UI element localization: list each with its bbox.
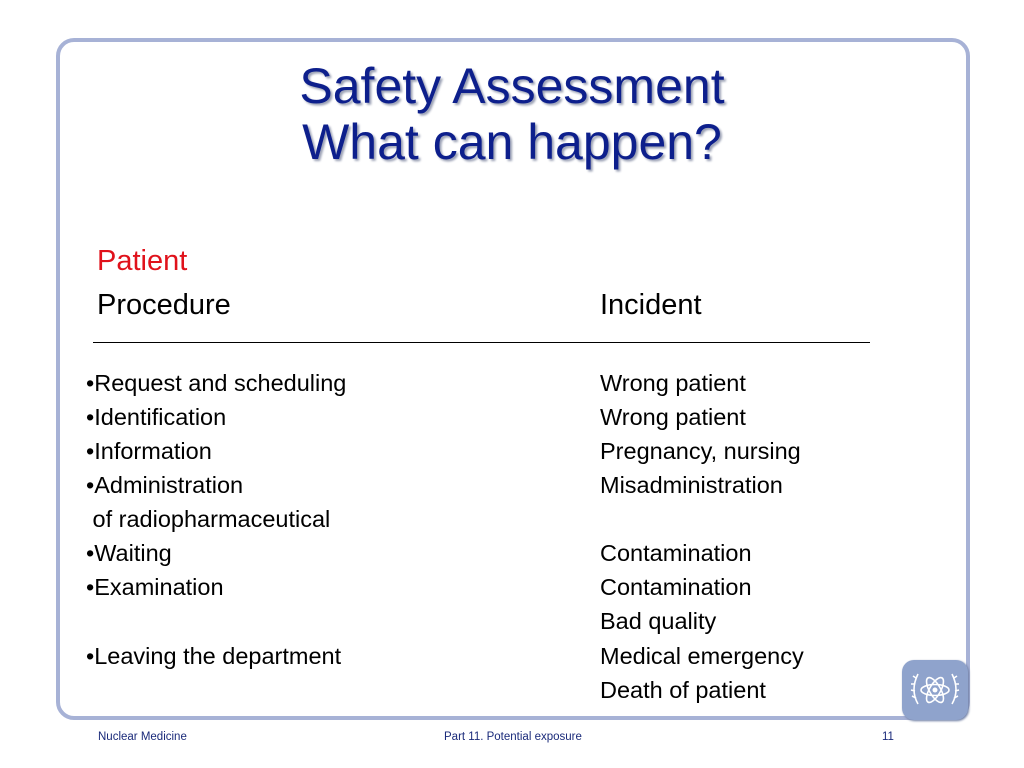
title-line-1: Safety Assessment <box>299 58 725 114</box>
incident-cell: Wrong patient <box>600 404 746 430</box>
incident-cell: Pregnancy, nursing <box>600 438 801 464</box>
table-row <box>86 536 886 570</box>
procedure-cell: •Examination <box>86 574 224 600</box>
table-row <box>86 570 886 604</box>
procedure-cell: •Administration <box>86 472 244 498</box>
footer-page-number: 11 <box>882 731 894 743</box>
footer-course: Nuclear Medicine <box>98 731 187 743</box>
slide-title <box>0 58 1024 170</box>
procedure-cell: •Waiting <box>86 540 172 566</box>
table-row <box>86 502 886 536</box>
procedure-cell: •Identification <box>86 404 227 430</box>
incident-cell: Medical emergency <box>600 643 804 669</box>
table-row <box>86 400 886 434</box>
incident-cell: Misadministration <box>600 472 783 498</box>
incident-cell: Contamination <box>600 540 752 566</box>
incident-cell: Contamination <box>600 574 752 600</box>
table-row <box>86 639 886 673</box>
table-row <box>86 366 886 400</box>
table-row <box>86 673 886 707</box>
incident-cell: Death of patient <box>600 677 766 703</box>
footer-part: Part 11. Potential exposure <box>444 731 582 743</box>
table-row <box>86 468 886 502</box>
title-line-2: What can happen? <box>302 114 722 170</box>
section-label: Patient <box>97 245 188 277</box>
header-divider <box>93 342 870 343</box>
table-row <box>86 434 886 468</box>
iaea-logo-icon <box>902 660 968 720</box>
incident-cell: Wrong patient <box>600 370 746 396</box>
table-row <box>86 604 886 638</box>
procedure-cell: •Information <box>86 438 212 464</box>
procedure-column-header: Procedure <box>97 289 231 321</box>
procedure-cell: •Leaving the department <box>86 643 342 669</box>
incident-cell: Bad quality <box>600 608 717 634</box>
procedure-cell: of radiopharmaceutical <box>86 506 331 532</box>
procedure-cell: •Request and scheduling <box>86 370 347 396</box>
incident-column-header: Incident <box>600 289 702 321</box>
